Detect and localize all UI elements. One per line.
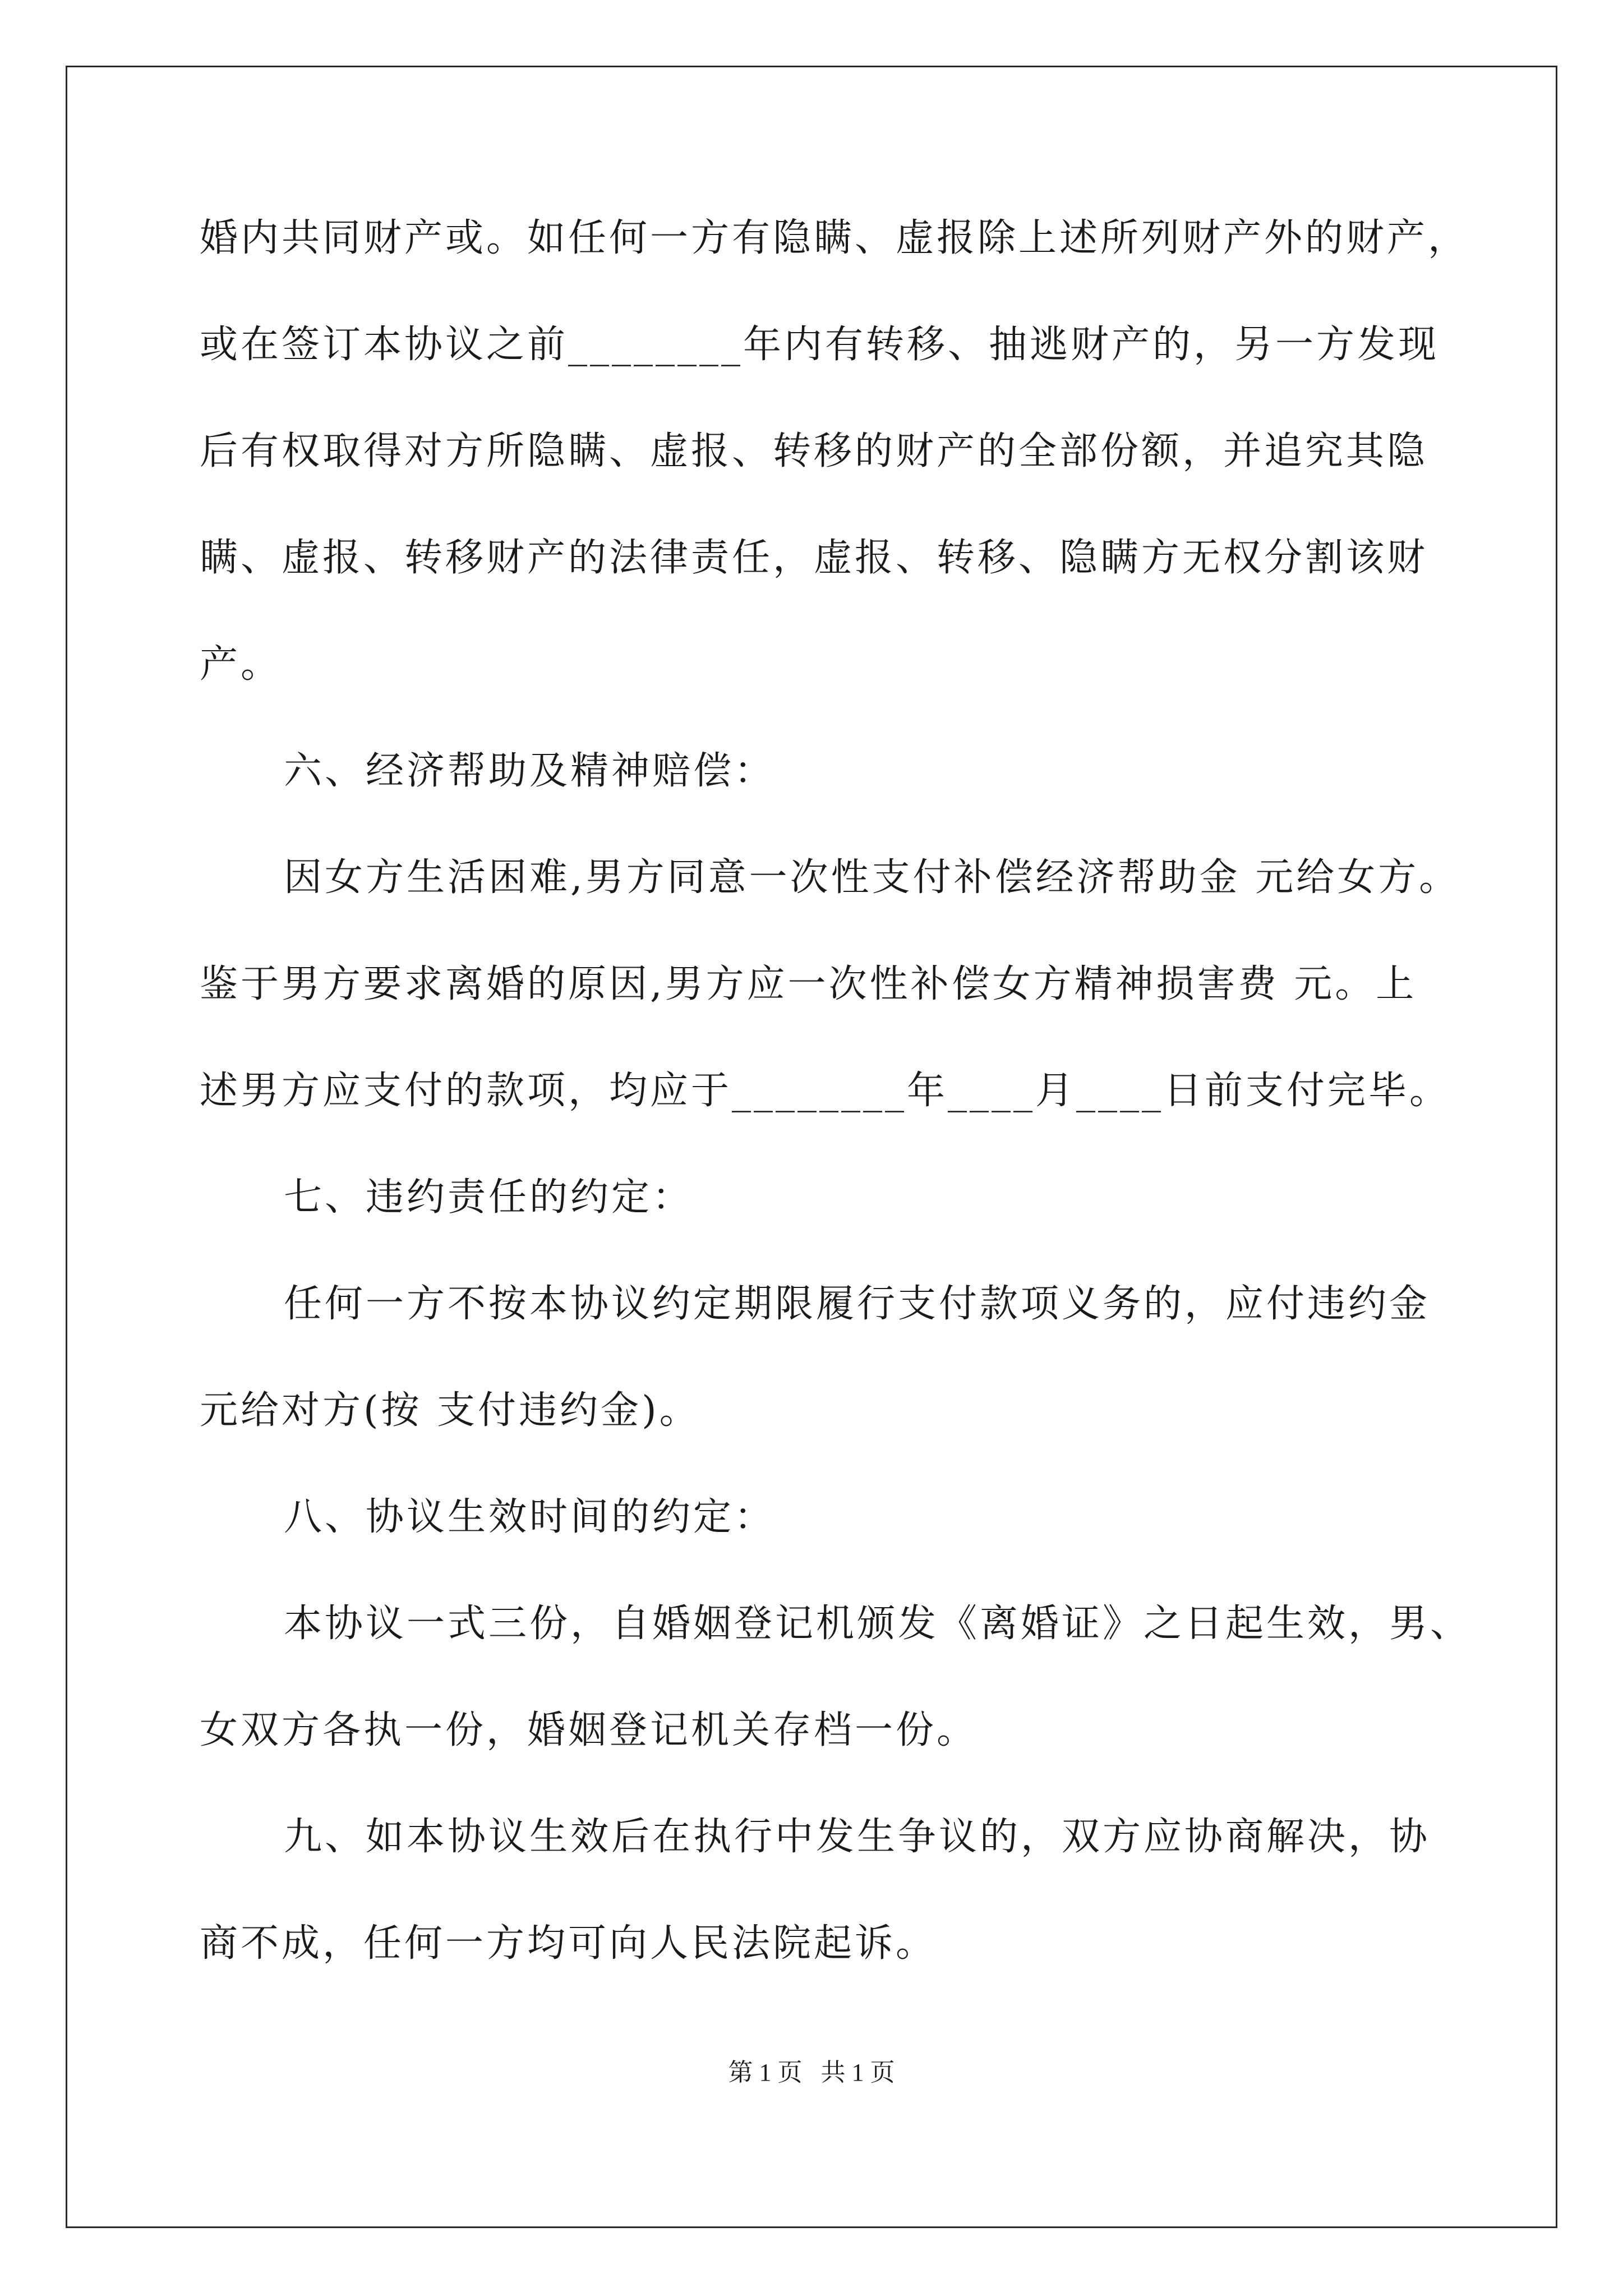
page-border (66, 66, 1557, 2228)
text-line: 产。 (200, 642, 282, 687)
text-line: 本协议一式三份，自婚姻登记机颁发《离婚证》之日起生效，男、 (284, 1602, 1472, 1646)
text-line: 鉴于男方要求离婚的原因,男方应一次性补偿女方精神损害费 元。上 (200, 962, 1417, 1006)
text-line: 任何一方不按本协议约定期限履行支付款项义务的，应付违约金 (284, 1282, 1431, 1326)
section-heading-six: 六、经济帮助及精神赔偿： (284, 749, 776, 793)
text-line: 述男方应支付的款项，均应于________年____月____日前支付完毕。 (200, 1069, 1451, 1113)
text-line: 因女方生活困难,男方同意一次性支付补偿经济帮助金 元给女方。 (284, 855, 1460, 900)
section-heading-eight: 八、协议生效时间的约定： (284, 1495, 776, 1539)
text-line: 或在签订本协议之前________年内有转移、抽逃财产的，另一方发现 (200, 323, 1440, 367)
text-line: 瞒、虚报、转移财产的法律责任，虚报、转移、隐瞒方无权分割该财 (200, 536, 1428, 580)
section-nine-text: 九、如本协议生效后在执行中发生争议的，双方应协商解决，协 (284, 1815, 1431, 1859)
text-line: 商不成，任何一方均可向人民法院起诉。 (200, 1921, 937, 1966)
text-line: 元给对方(按 支付违约金)。 (200, 1388, 700, 1433)
page-footer: 第 1 页 共 1 页 (728, 2059, 895, 2086)
section-heading-seven: 七、违约责任的约定： (284, 1175, 694, 1220)
text-line: 后有权取得对方所隐瞒、虚报、转移的财产的全部份额，并追究其隐 (200, 429, 1428, 473)
text-line: 女双方各执一份，婚姻登记机关存档一份。 (200, 1708, 978, 1752)
text-line: 婚内共同财产或。如任何一方有隐瞒、虚报除上述所列财产外的财产， (200, 216, 1469, 260)
